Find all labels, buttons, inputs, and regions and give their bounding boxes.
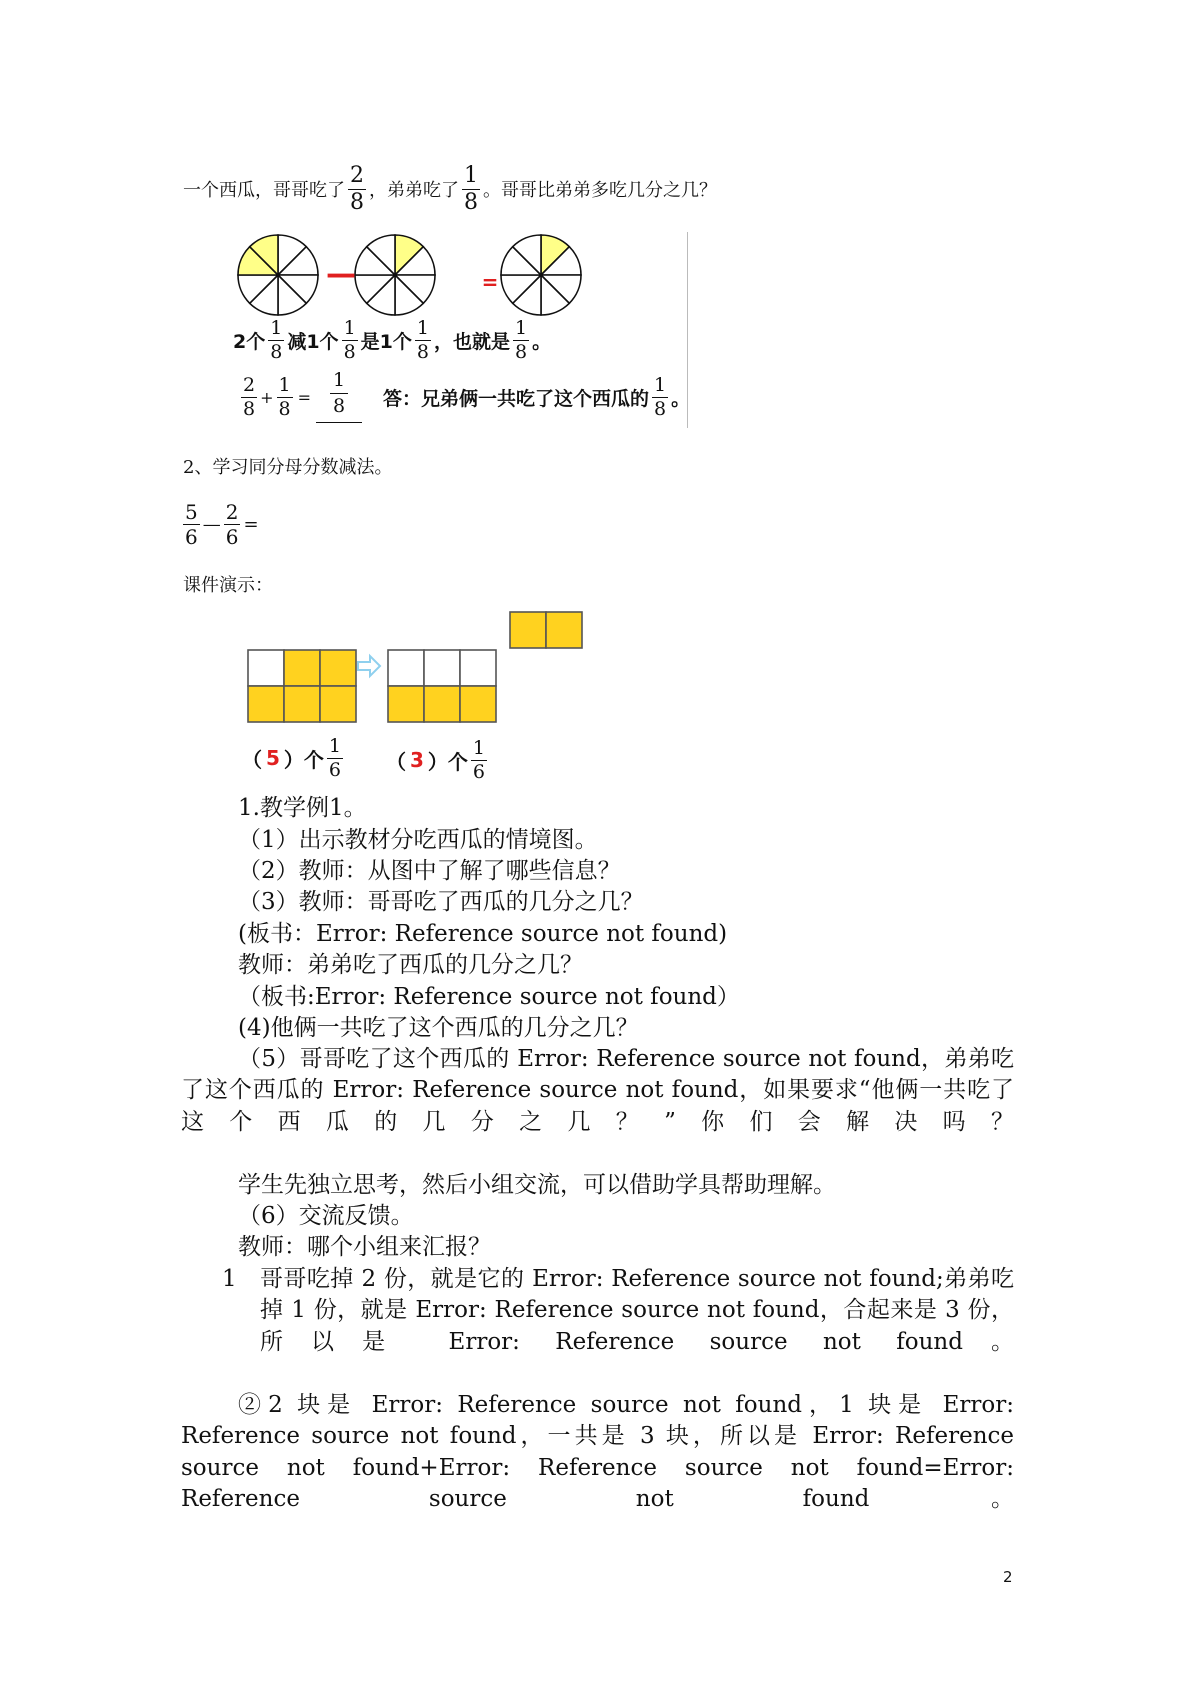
grid1-cell (248, 686, 284, 722)
section2-title: 2、学习同分母分数减法。 (183, 457, 393, 478)
grid2-cell (460, 650, 496, 686)
subtraction-expression (183, 495, 259, 553)
grid2-cell (424, 686, 460, 722)
lesson-line-1: 1.教学例1。 (238, 795, 367, 821)
lesson-line-5: (板书：Error: Reference source not found) (238, 921, 728, 947)
grid-label-2: （ 3 ）个 $\frac{1}{6}$ (386, 736, 486, 783)
lesson-paragraph-5: （5）哥哥吃了这个西瓜的 Error: Reference source not found，弟弟吃了这个西瓜的 Error: Reference source not found，如果要求“他俩一共吃了这个西瓜的几分之几？”你们会解决吗？ (181, 1046, 1014, 1135)
circle-diagram (228, 225, 648, 325)
grid2-cell (424, 650, 460, 686)
explain-text-4: ，也就是 (433, 330, 510, 353)
equation-answer-line (238, 368, 690, 426)
grid1-cell (320, 686, 356, 722)
lesson-item-1: 哥哥吃掉 2 份，就是它的 Error: Reference source not found;弟弟吃掉 1 份，就是 Error: Reference source not found，合起来是 3 份，所以是 Error: Reference source not found。 (260, 1266, 1014, 1355)
list-marker-1: 1 (222, 1266, 237, 1292)
explain-text-5: 。 (532, 330, 552, 353)
grid2-cell (388, 686, 424, 722)
grid-diagram (240, 610, 600, 730)
fraction-younger: $\frac{1}{8}$ (464, 162, 478, 215)
explain-text-1: 2个 (233, 330, 266, 353)
lesson-line-2: （1）出示教材分吃西瓜的情境图。 (238, 827, 598, 853)
removed-cell (510, 612, 546, 648)
explain-fraction-4: $\frac{1}{8}$ (515, 316, 528, 363)
lesson-line-11: 教师：哪个小组来汇报？ (238, 1234, 491, 1260)
answer-fraction: $\frac{1}{8}$ (654, 373, 667, 420)
question-text-1: 一个西瓜，哥哥吃了 (183, 180, 345, 201)
grid-label-1: （ 5 ）个 $\frac{1}{6}$ (242, 734, 342, 781)
answer-text: 答：兄弟俩一共吃了这个西瓜的 $\frac{1}{8}$ 。 (383, 373, 691, 420)
explain-fraction-3: $\frac{1}{8}$ (416, 316, 429, 363)
lesson-line-4: （3）教师：哥哥吃了西瓜的几分之几？ (238, 889, 644, 915)
equals-sign: = (481, 270, 499, 294)
grid2-cell (388, 650, 424, 686)
question-text-2: ，弟弟吃了 (369, 180, 459, 201)
lesson-item-2: ②2 块是 Error: Reference source not found，1 块是 Error: Reference source not found，一共是 3 块，所以是 Error: Reference source not found+Error: Reference source not found=Error: Reference source not found。 (181, 1392, 1014, 1512)
question-text-3: 。哥哥比弟弟多吃几分之几？ (483, 180, 717, 201)
minus-text: — (202, 513, 221, 535)
equals-text: = (297, 387, 311, 407)
grid1-cell (320, 650, 356, 686)
equation-fraction-b: $\frac{1}{8}$ (278, 373, 291, 420)
grid2-cell (460, 686, 496, 722)
grid1-cell (248, 650, 284, 686)
minus-sign: — (326, 257, 356, 292)
grid1-cell (284, 686, 320, 722)
circle-2 (355, 235, 435, 315)
explain-text-2: 减1个 (287, 330, 339, 353)
plus-sign: + (260, 387, 274, 407)
question-line (183, 161, 717, 217)
expr-fraction-b: $\frac{2}{6}$ (225, 499, 239, 549)
circle-1 (238, 235, 318, 315)
count-3: 3 (410, 748, 424, 772)
grid1-cell (284, 650, 320, 686)
explain-text-3: 是1个 (360, 330, 412, 353)
lesson-line-9: 学生先独立思考，然后小组交流，可以借助学具帮助理解。 (238, 1172, 836, 1198)
answer-blank: 1 8 (315, 371, 363, 423)
equation-fraction-a: $\frac{2}{8}$ (243, 373, 256, 420)
fraction-brother: $\frac{2}{8}$ (350, 162, 364, 215)
page-number: 2 (1003, 1568, 1013, 1586)
circle-3 (501, 235, 581, 315)
lesson-line-7: （板书:Error: Reference source not found） (238, 984, 740, 1010)
lesson-line-3: （2）教师：从图中了解了哪些信息？ (238, 858, 621, 884)
explain-fraction-2: $\frac{1}{8}$ (343, 316, 356, 363)
lesson-line-6: 教师：弟弟吃了西瓜的几分之几？ (238, 952, 583, 978)
count-5: 5 (266, 746, 280, 770)
expr-equals: = (243, 513, 259, 535)
demo-label: 课件演示： (183, 575, 273, 596)
lesson-line-8: (4)他俩一共吃了这个西瓜的几分之几？ (238, 1015, 639, 1041)
grid-label-1-fraction: $\frac{1}{6}$ (328, 734, 342, 781)
arrow-right-icon (358, 656, 380, 676)
explain-line (233, 313, 551, 367)
removed-cell (546, 612, 582, 648)
lesson-line-10: （6）交流反馈。 (238, 1203, 414, 1229)
grid-label-2-fraction: $\frac{1}{6}$ (472, 736, 486, 783)
explain-fraction-1: $\frac{1}{8}$ (270, 316, 283, 363)
expr-fraction-a: $\frac{5}{6}$ (185, 499, 198, 549)
